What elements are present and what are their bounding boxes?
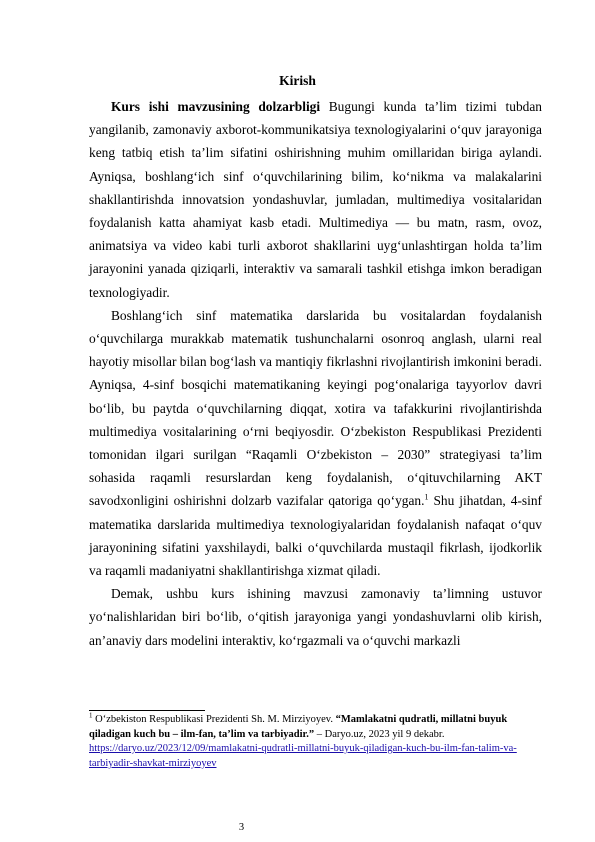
relevance-lead: Kurs ishi mavzusining dolzarbligi	[111, 99, 321, 114]
footnote-source: – Daryo.uz, 2023 yil 9 dekabr.	[314, 728, 445, 740]
paragraph-conclusion	[89, 582, 542, 652]
paragraph-digital-strategy	[89, 304, 542, 582]
footnote-title: “Mamlakatni qudratli, millatni buyuk qiladigan kuch bu – ilm-fan, ta’lim va tarbiyadir.”	[89, 714, 508, 740]
footnote-separator	[89, 710, 205, 711]
page-number: 3	[238, 822, 245, 833]
footnote-reference[interactable]: 1	[424, 492, 429, 502]
paragraph-relevance	[89, 95, 542, 304]
section-heading: Kirish	[279, 73, 316, 88]
paragraph-digital-strategy-text-before: Boshlang‘ich sinf matematika darslarida bu vositalardan foydalanish o‘quvchilarga murakkab matematik tushunchalarni osonroq anglash, ularni real hayotiy misollar bilan bog‘lash va mantiqiy fikrlashni rivojlantirish imkonini beradi. Ayniqsa, 4-sinf bosqichi matematikaning keyingi pog‘onalariga tayyorlov davri bo‘lib, bu paytda o‘quvchilarning diqqat, xotira va tafakkurini rivojlantirishda multimediya vositalarining o‘rni beqiyosdir. O‘zbekiston Respublikasi Prezidenti tomonidan ilgari surilgan “Raqamli O‘zbekiston – 2030” strategiyasi ta’lim sohasida raqamli resurslardan keng foydalanish, o‘qituvchilarning AKT savodxonligini oshirishni dolzarb vazifalar qatoriga qo‘ygan.	[89, 307, 542, 509]
body-text	[89, 95, 542, 652]
footnote	[89, 713, 549, 771]
paragraph-conclusion-text: Demak, ushbu kurs ishining mavzusi zamonaviy ta’limning ustuvor yo‘nalishlaridan biri bo‘lib, o‘qitish jarayoniga yangi yondashuvlarni olib kirish, an’anaviy dars modelini interaktiv, ko‘rgazmali va o‘quvchi markazli	[89, 586, 542, 648]
footnote-link[interactable]: https://daryo.uz/2023/12/09/mamlakatni-qudratli-millatni-buyuk-qiladigan-kuch-bu-ilm-fan-talim-va-tarbiyadir-shavkat-mirziyoyev	[89, 743, 517, 769]
footnote-author: O‘zbekiston Respublikasi Prezidenti Sh. M. Mirziyoyev.	[92, 714, 336, 725]
paragraph-relevance-text: Bugungi kunda ta’lim tizimi tubdan yangilanib, zamonaviy axborot-kommunikatsiya texnologiyalarini o‘quv jarayoniga keng tatbiq etish ta’lim sifatini oshirishning muhim omillaridan biriga aylandi. Ayniqsa, boshlang‘ich sinf o‘quvchilarining bilim, ko‘nikma va malakalarini shakllantirishda innovatsion yondashuvlar, jumladan, multimediya vositalaridan foydalanish katta ahamiyat kasb etadi. Multimediya — bu matn, rasm, ovoz, animatsiya va video kabi turli axborot shakllarini uyg‘unlashtirgan holda ta’lim jarayonini yanada qiziqarli, interaktiv va samarali tashkil etishga imkon beradigan texnologiyadir.	[89, 99, 542, 300]
footnote-number: 1	[89, 711, 93, 720]
paragraph-digital-strategy-text-after: Shu jihatdan, 4-sinf matematika darslarida multimediya texnologiyalaridan foydalanish nafaqat o‘quv jarayonining sifatini yaxshilaydi, balki o‘quvchilarda mustaqil fikrlash, ijodkorlik va raqamli madaniyatni shakllantirishga xizmat qiladi.	[89, 493, 542, 579]
